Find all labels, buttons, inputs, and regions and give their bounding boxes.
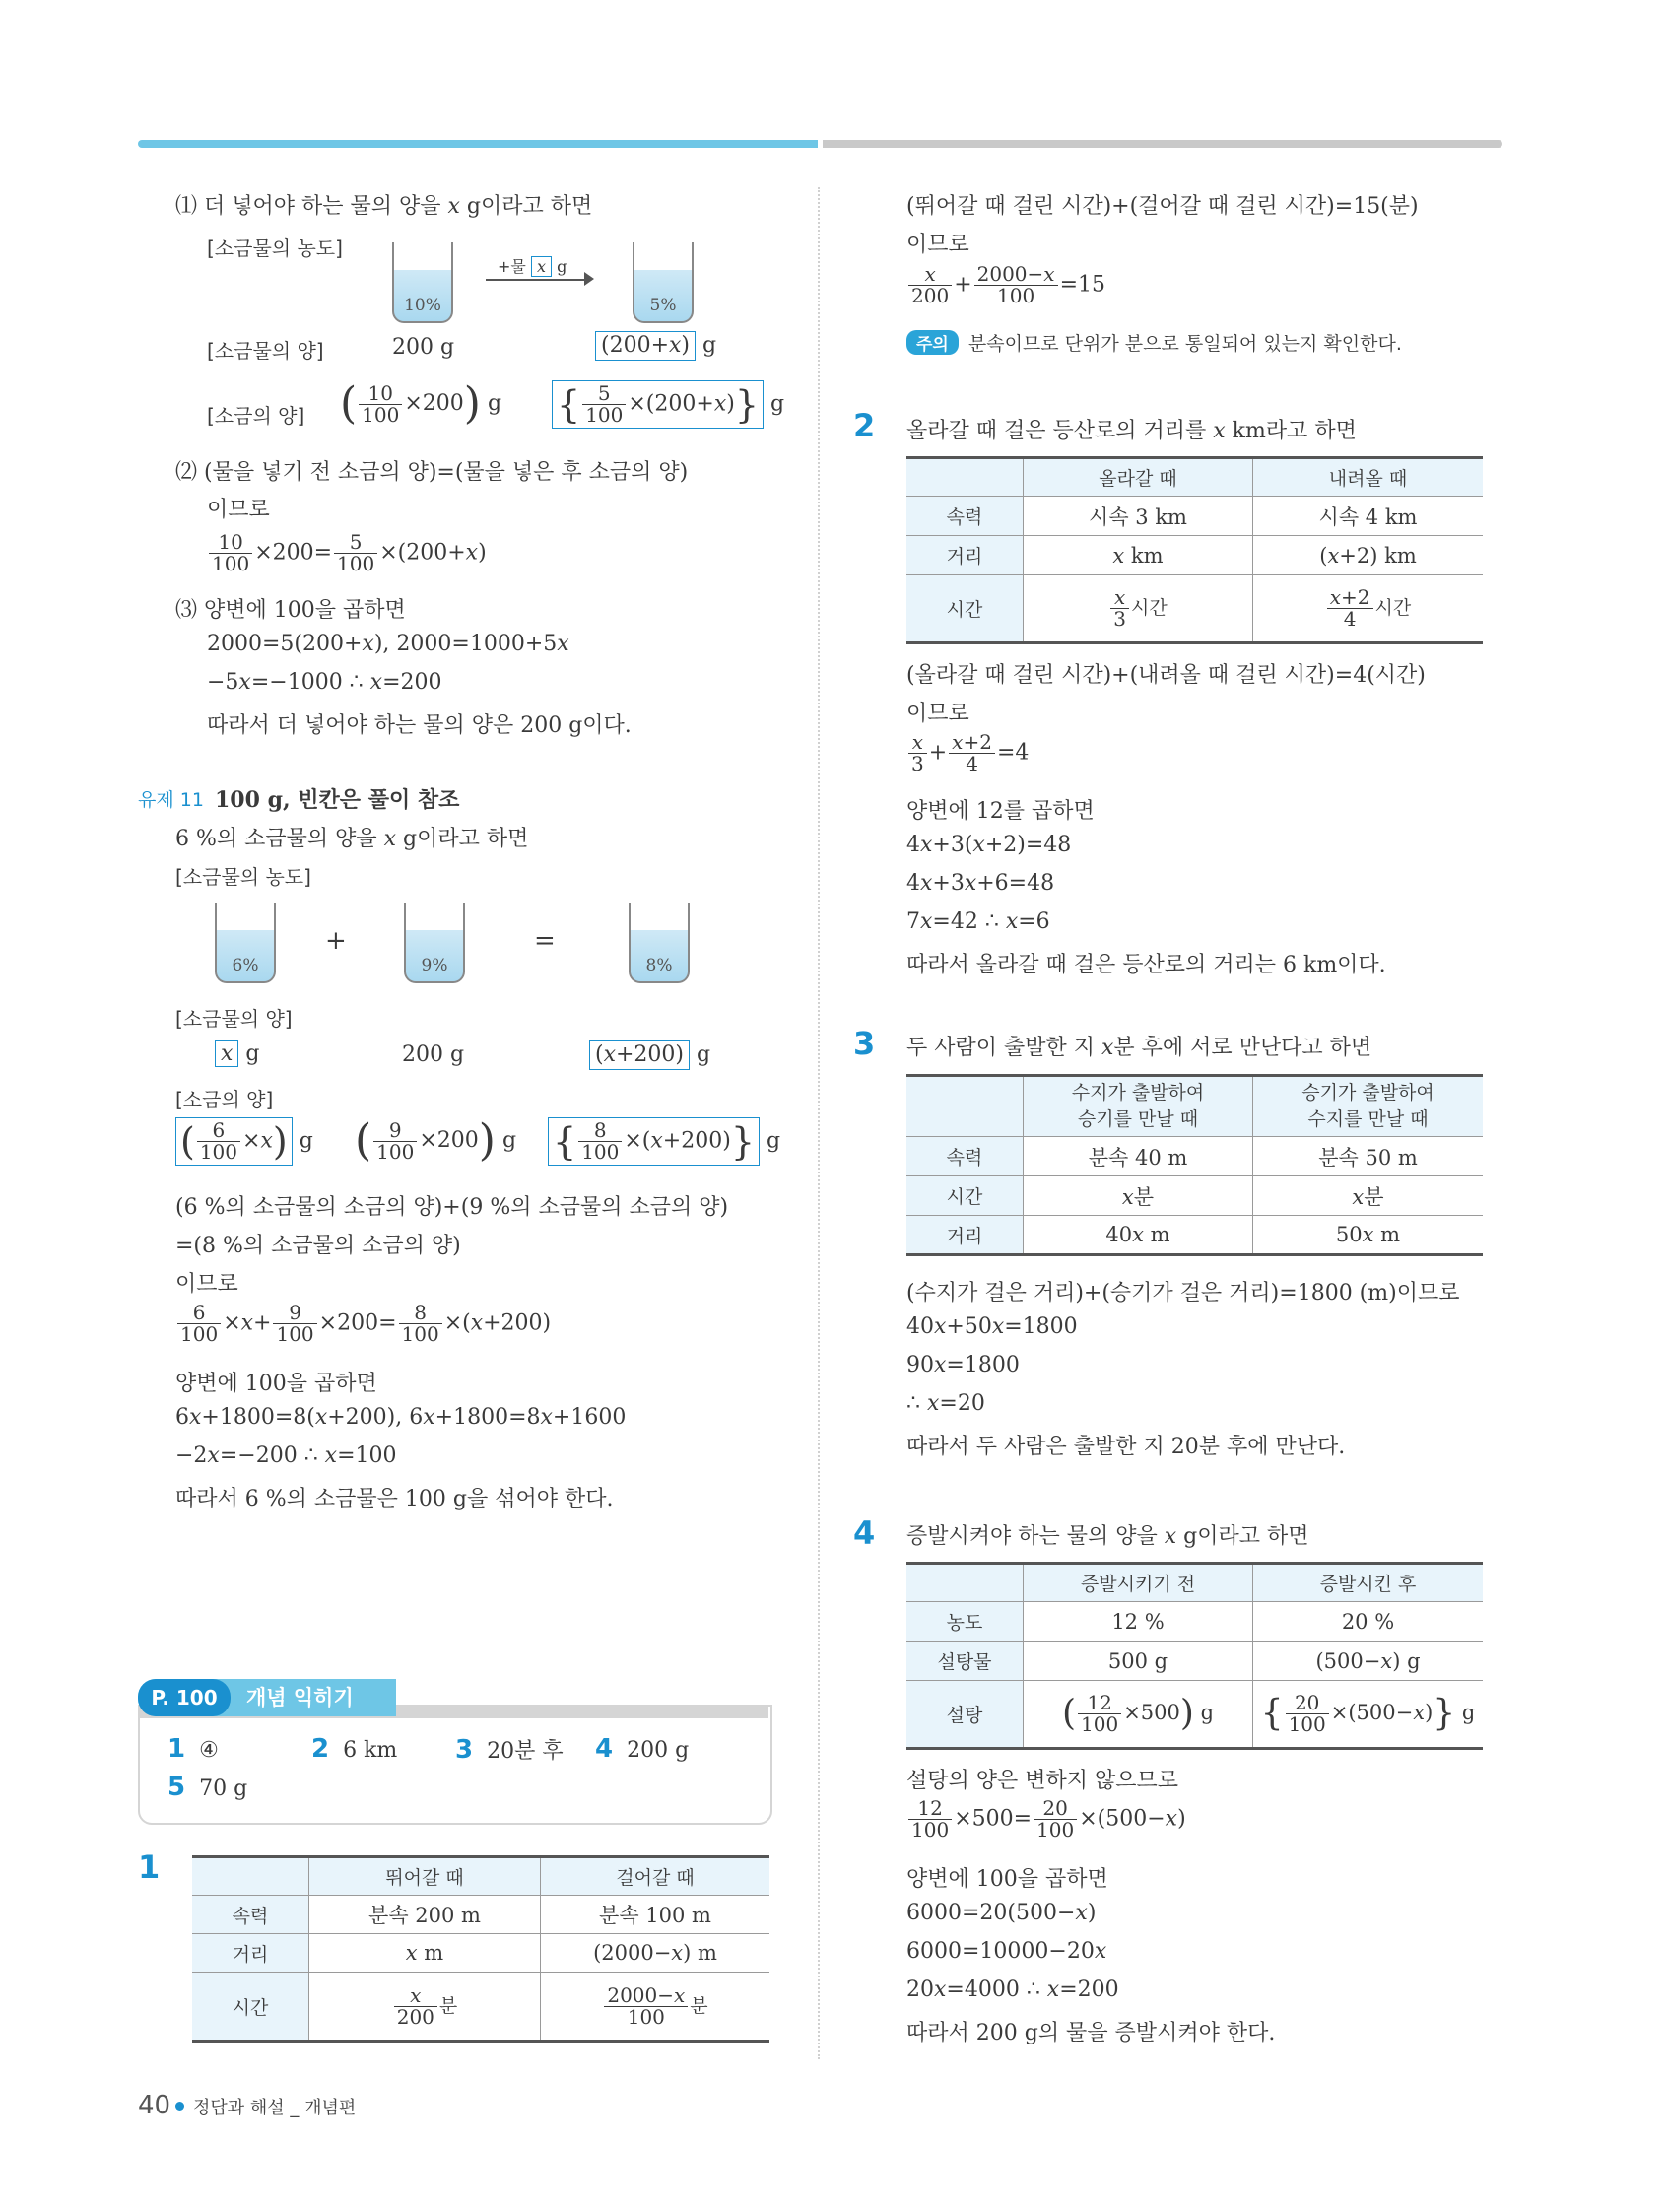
concept-answer-2: 2 6 km [311, 1734, 398, 1764]
header-bar-right [823, 140, 1502, 148]
q3-line3: 90𝑥=1800 [906, 1353, 1020, 1377]
part3-line3: 따라서 더 넣어야 하는 물의 양은 200 g이다. [207, 713, 632, 738]
exercise-then: 이므로 [175, 1272, 238, 1297]
exercise-amount-label: [소금물의 양] [175, 1007, 293, 1031]
exercise-amount-x: 𝑥 g [215, 1040, 260, 1067]
q1-table: 뛰어갈 때 걸어갈 때 속력 분속 200 m 분속 100 m 거리 𝑥 m (2000−𝑥) m 시간 $\frac{\text{𝑥}}{200}$ 분 $\frac{\text{2000−𝑥}}{100}$ 분 [192, 1855, 769, 2043]
q3-line1: (수지가 걸은 거리)+(승기가 걸은 거리)=1800 (m)이므로 [906, 1281, 1460, 1306]
q4-number: 4 [853, 1514, 876, 1552]
concept-answer-4: 4 200 g [595, 1734, 690, 1764]
part3-line2: −5𝑥=−1000 ∴ 𝑥=200 [207, 670, 442, 695]
q2-line1: (올라갈 때 걸린 시간)+(내려올 때 걸린 시간)=4(시간) [906, 663, 1426, 688]
q2-line5: 4𝑥+3𝑥+6=48 [906, 871, 1055, 896]
q2-line4: 4𝑥+3(𝑥+2)=48 [906, 833, 1072, 857]
part1-heading: ⑴ 더 넣어야 하는 물의 양을 𝑥 g이라고 하면 [175, 194, 593, 219]
q2-line2: 이므로 [906, 702, 969, 726]
q4-line1: 설탕의 양은 변하지 않으므로 [906, 1769, 1179, 1793]
exercise-e2: −2𝑥=−200 ∴ 𝑥=100 [175, 1443, 397, 1468]
part2-then: 이므로 [207, 498, 270, 522]
q1-note: 주의 분속이므로 단위가 분으로 통일되어 있는지 확인한다. [906, 329, 1402, 356]
part3-heading: ⑶ 양변에 100을 곱하면 [175, 598, 406, 623]
amount-answer: (200+𝑥) g [595, 331, 716, 361]
header-bar-left [138, 140, 818, 148]
q1-cont-line1: (뛰어갈 때 걸린 시간)+(걸어갈 때 걸린 시간)=15(분) [906, 194, 1419, 219]
part2-heading: ⑵ (물을 넣기 전 소금의 양)=(물을 넣은 후 소금의 양) [175, 460, 689, 485]
page-number: 40 [138, 2091, 171, 2120]
q1-equation: $\frac{\text{𝑥}}{200}$ + $\frac{\text{2000−𝑥}}{100}$ =15 [906, 264, 1105, 306]
q3-table: 수지가 출발하여 승기를 만날 때 승기가 출발하여 수지를 만날 때 속력 분속 40 m 분속 50 m 시간 𝑥분 𝑥분 거리 40𝑥 m 50𝑥 m [906, 1074, 1483, 1256]
q4-heading: 증발시켜야 하는 물의 양을 𝑥 g이라고 하면 [906, 1524, 1309, 1549]
salt-expr-before: ( $\frac{10}{100}$ ×200) g [340, 378, 502, 429]
q3-line2: 40𝑥+50𝑥=1800 [906, 1314, 1078, 1339]
exercise-tag: 유제 11 [138, 789, 204, 811]
column-divider [818, 187, 820, 2059]
salt-label: [소금의 양] [207, 404, 305, 428]
q2-equation: $\frac{\text{𝑥}}{3}$ + $\frac{\text{𝑥+2}}{4}$ =4 [906, 732, 1029, 774]
exercise-conc-label: [소금물의 농도] [175, 865, 311, 889]
exercise-s1: (6 %의 소금물의 소금의 양)+(9 %의 소금물의 소금의 양) [175, 1195, 729, 1220]
arrow-label: +물 𝑥 g [498, 257, 567, 276]
part2-equation: $\frac{10}{100}$ ×200= $\frac{5}{100}$ ×(200+𝑥) [207, 532, 487, 574]
concept-title: 개념 익히기 [246, 1686, 354, 1709]
concept-answer-1: 1 ④ [167, 1734, 219, 1764]
q3-line5: 따라서 두 사람은 출발한 지 20분 후에 만난다. [906, 1435, 1346, 1459]
exercise-answer: 100 g, 빈칸은 풀이 참조 [215, 787, 460, 813]
q4-table: 증발시키기 전 증발시킨 후 농도 12 % 20 % 설탕물 500 g (500−𝑥) g 설탕 ( $\frac{12}{100}$ ×500) g { $\frac{20}{100}$ ×(500−𝑥)} g [906, 1562, 1483, 1750]
beaker-5-percent: 5% [633, 242, 694, 323]
concept-box [138, 1705, 772, 1825]
exercise-mul: 양변에 100을 곱하면 [175, 1372, 377, 1396]
q2-table: 올라갈 때 내려올 때 속력 시속 3 km 시속 4 km 거리 𝑥 km (𝑥+2) km 시간 $\frac{\text{𝑥}}{3}$ 시간 $\frac{\text{𝑥+2}}{4}$ 시간 [906, 456, 1483, 644]
exercise-amount-200: 200 g [402, 1042, 465, 1067]
concentration-label: [소금물의 농도] [207, 236, 343, 260]
exercise-amount-total: (𝑥+200) g [589, 1040, 710, 1070]
q2-line3: 양변에 12를 곱하면 [906, 799, 1095, 824]
exercise-e1: 6𝑥+1800=8(𝑥+200), 6𝑥+1800=8𝑥+1600 [175, 1405, 627, 1430]
footer-text: 정답과 해설 _ 개념편 [193, 2098, 357, 2118]
q4-line5: 20𝑥=4000 ∴ 𝑥=200 [906, 1977, 1119, 2002]
q3-heading: 두 사람이 출발한 지 𝑥분 후에 서로 만난다고 하면 [906, 1036, 1372, 1060]
exercise-line1: 6 %의 소금물의 양을 𝑥 g이라고 하면 [175, 827, 529, 851]
q4-equation: $\frac{12}{100}$ ×500= $\frac{20}{100}$ ×(500−𝑥) [906, 1798, 1186, 1841]
q4-line2: 양변에 100을 곱하면 [906, 1867, 1108, 1892]
exercise-salt-9: ( $\frac{9}{100}$ ×200) g [355, 1115, 517, 1166]
concept-answer-5: 5 70 g [167, 1773, 248, 1802]
q4-line3: 6000=20(500−𝑥) [906, 1901, 1097, 1925]
exercise-s2: =(8 %의 소금물의 소금의 양) [175, 1234, 461, 1258]
bullet-icon [175, 2102, 184, 2111]
arrow-head-icon [584, 272, 594, 286]
exercise-e3: 따라서 6 %의 소금물은 100 g을 섞어야 한다. [175, 1487, 614, 1511]
amount-label: [소금물의 양] [207, 339, 324, 363]
q2-line7: 따라서 올라갈 때 걸은 등산로의 거리는 6 km이다. [906, 953, 1386, 977]
q4-line6: 따라서 200 g의 물을 증발시켜야 한다. [906, 2021, 1276, 2045]
concept-page: P. 100 [138, 1679, 231, 1716]
q2-heading: 올라갈 때 걸은 등산로의 거리를 𝑥 km라고 하면 [906, 419, 1357, 443]
exercise-salt-8: { $\frac{8}{100}$ ×(𝑥+200)} g [548, 1117, 780, 1166]
beaker-9-percent: 9% [404, 903, 465, 983]
beaker-6-percent: 6% [215, 903, 276, 983]
exercise-salt-6: ( $\frac{6}{100}$ ×𝑥) g [175, 1117, 313, 1166]
plus-sign: + [325, 926, 347, 956]
beaker-8-percent: 8% [629, 903, 690, 983]
beaker-10-percent: 10% [392, 242, 453, 323]
arrow-line [486, 279, 589, 281]
q3-line4: ∴ 𝑥=20 [906, 1391, 985, 1416]
q2-line6: 7𝑥=42 ∴ 𝑥=6 [906, 909, 1050, 934]
q3-number: 3 [853, 1025, 876, 1062]
q1-number: 1 [138, 1848, 161, 1886]
part3-line1: 2000=5(200+𝑥), 2000=1000+5𝑥 [207, 632, 569, 656]
equals-sign: = [534, 926, 556, 956]
amount-value: 200 g [392, 335, 455, 360]
salt-expr-after: { $\frac{5}{100}$ ×(200+𝑥)} g [552, 380, 784, 429]
q4-line4: 6000=10000−20𝑥 [906, 1939, 1107, 1964]
q1-cont-line2: 이므로 [906, 233, 969, 257]
concept-answer-3: 3 20분 후 [455, 1735, 564, 1765]
q2-number: 2 [853, 407, 876, 444]
exercise-salt-label: [소금의 양] [175, 1088, 274, 1111]
exercise-equation: $\frac{6}{100}$ ×𝑥+ $\frac{9}{100}$ ×200= $\frac{8}{100}$ ×(𝑥+200) [175, 1303, 551, 1345]
